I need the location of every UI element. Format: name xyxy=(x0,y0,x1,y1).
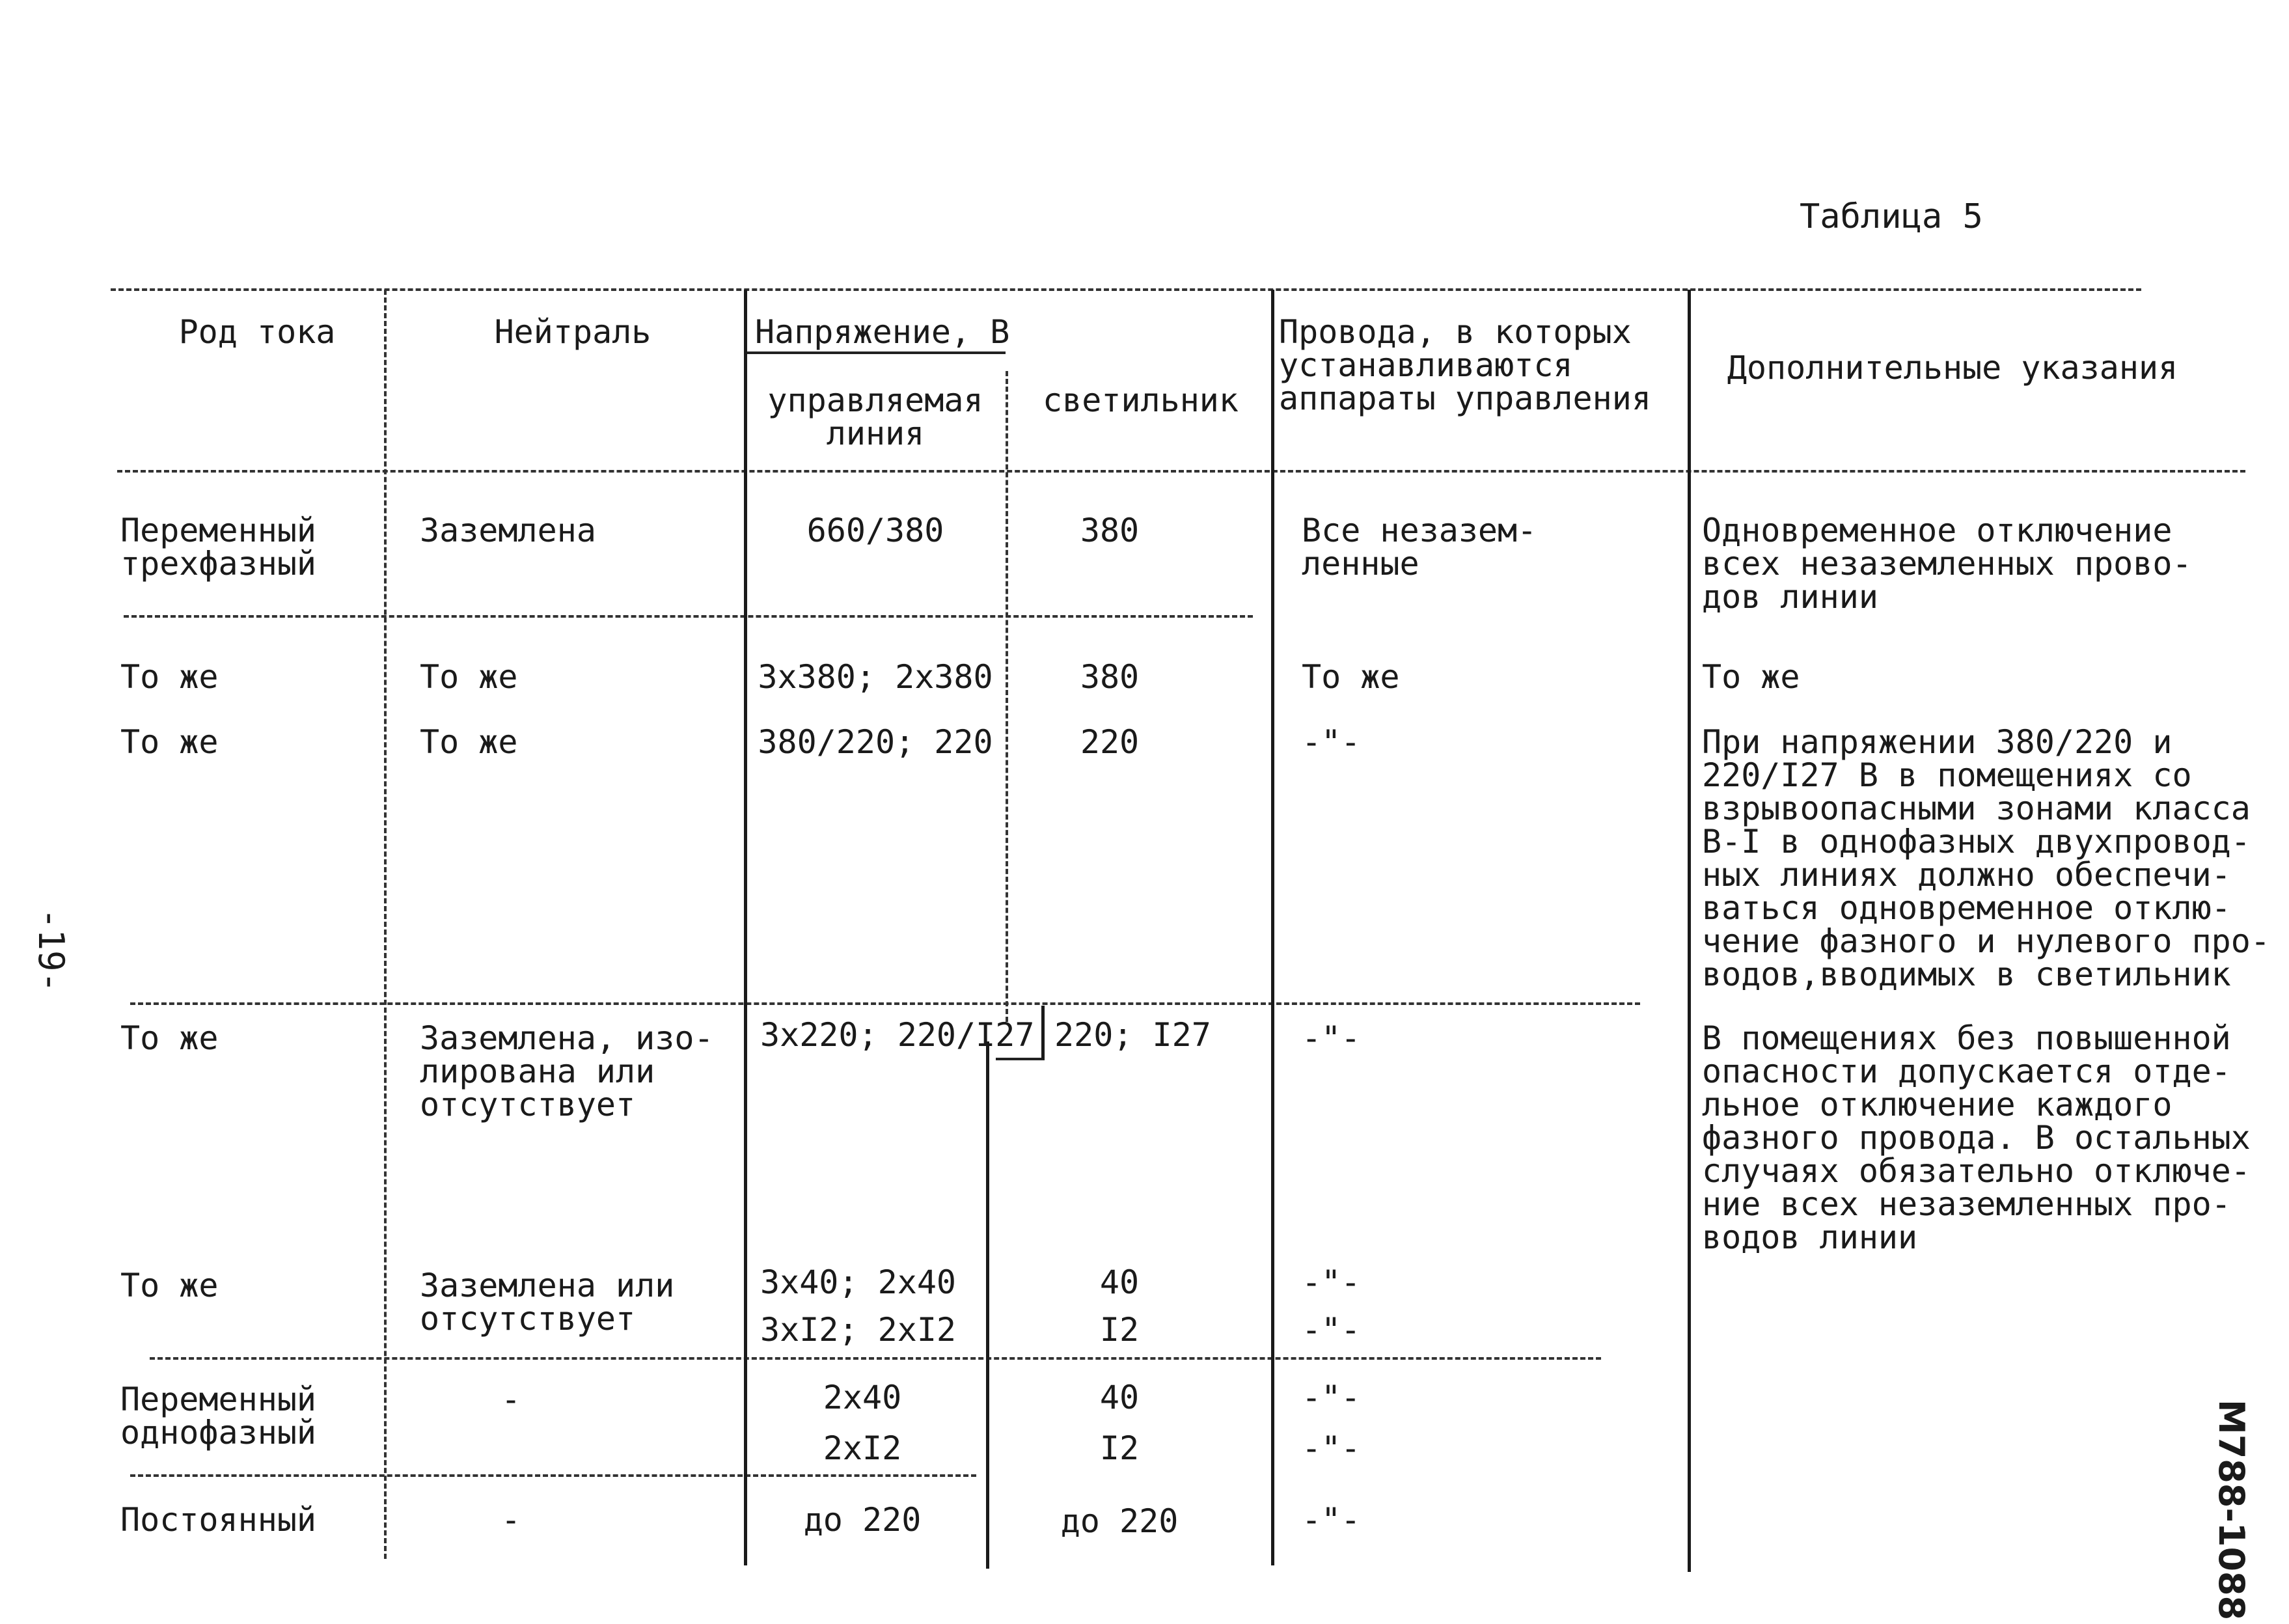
col-rule-3 xyxy=(1006,371,1008,1022)
cell-line-voltage: 2х40 xyxy=(823,1379,902,1416)
cell-notes: Одновременное отключение всех незаземленных прово- дов линии xyxy=(1702,512,2192,616)
cell-lamp-voltage: 40 xyxy=(1099,1263,1140,1301)
cell-wires: -"- xyxy=(1302,723,1361,761)
header-current-type: Род тока xyxy=(178,313,336,351)
cell-notes: При напряжении 380/220 и 220/I27 В в помещениях со взрывоопасными зонами класса В-I в однофазных двухпровод- ных линиях должно обеспечи- ваться одновременное отклю- чение фазного и нулевого про- водов,вводимых в светильник xyxy=(1702,723,2270,993)
cell-neutral: То же xyxy=(420,723,518,761)
cell-box-right xyxy=(1041,1006,1045,1059)
cell-lamp-voltage: до 220 xyxy=(1060,1502,1179,1540)
rule-row7 xyxy=(130,1474,976,1477)
cell-line-voltage: 2хI2 xyxy=(823,1429,902,1467)
page-number: -19- xyxy=(31,908,72,993)
rule-top xyxy=(111,288,2141,291)
cell-wires: -"- xyxy=(1302,1429,1361,1467)
col-rule-4 xyxy=(1271,290,1274,1565)
header-voltage: Напряжение, В xyxy=(755,313,1010,351)
table-caption: Таблица 5 xyxy=(1800,197,1983,236)
header-voltage-lamp: светильник xyxy=(1042,381,1239,419)
rule-row1 xyxy=(124,615,1253,618)
cell-line-voltage: 380/220; 220 xyxy=(758,723,993,761)
rule-voltage-subheader xyxy=(745,351,1006,354)
cell-line-voltage: 3х220; 220/I27 xyxy=(760,1016,1035,1054)
cell-neutral: Заземлена или отсутствует xyxy=(420,1267,675,1338)
rule-row5 xyxy=(150,1357,1601,1360)
cell-wires: -"- xyxy=(1302,1501,1361,1539)
cell-wires: -"- xyxy=(1302,1379,1361,1416)
header-voltage-line: управляемая линия xyxy=(767,381,983,452)
cell-current-type: Переменный трехфазный xyxy=(120,512,317,583)
col-rule-1 xyxy=(384,290,387,1559)
cell-current-type: Постоянный xyxy=(120,1501,317,1539)
cell-box-bottom xyxy=(996,1058,1045,1060)
cell-line-voltage: до 220 xyxy=(803,1501,922,1539)
cell-line-voltage: 660/380 xyxy=(806,512,944,549)
cell-lamp-voltage: I2 xyxy=(1099,1429,1140,1467)
cell-neutral: Заземлена xyxy=(420,512,596,549)
cell-current-type: Переменный однофазный xyxy=(120,1381,317,1452)
cell-line-voltage: 3х380; 2х380 xyxy=(758,658,993,696)
rule-row3 xyxy=(130,1002,1640,1005)
cell-wires: -"- xyxy=(1302,1019,1361,1057)
cell-notes: В помещениях без повышенной опасности допускается отде- льное отключение каждого фазного провода. В остальных случаях обязательно отключе- ние всех незаземленных про- водов линии xyxy=(1702,1019,2251,1256)
rule-header-bottom xyxy=(117,470,2245,473)
col-rule-3b xyxy=(986,1041,989,1569)
cell-current-type: То же xyxy=(120,1019,219,1057)
cell-lamp-voltage: 220 xyxy=(1080,723,1140,761)
cell-current-type: То же xyxy=(120,1267,219,1304)
header-neutral: Нейтраль xyxy=(494,313,651,351)
cell-lamp-voltage: I2 xyxy=(1099,1311,1140,1349)
col-rule-5 xyxy=(1688,290,1691,1572)
col-rule-2 xyxy=(744,290,747,1565)
cell-neutral: - xyxy=(500,1501,521,1539)
cell-wires: Все незазем- ленные xyxy=(1302,512,1537,583)
cell-line-voltage: 3хI2; 2хI2 xyxy=(760,1311,957,1349)
cell-line-voltage: 3х40; 2х40 xyxy=(760,1263,957,1301)
cell-wires: -"- xyxy=(1302,1263,1361,1301)
header-notes: Дополнительные указания xyxy=(1727,349,2178,387)
cell-notes: То же xyxy=(1702,658,1800,696)
cell-wires: То же xyxy=(1302,658,1400,696)
document-code: M788-1088 xyxy=(2211,1399,2252,1621)
cell-lamp-voltage: 380 xyxy=(1080,512,1140,549)
cell-neutral: То же xyxy=(420,658,518,696)
cell-neutral: - xyxy=(500,1381,521,1418)
cell-wires: -"- xyxy=(1302,1311,1361,1349)
cell-current-type: То же xyxy=(120,658,219,696)
cell-lamp-voltage: 220; I27 xyxy=(1054,1016,1211,1054)
cell-current-type: То же xyxy=(120,723,219,761)
cell-lamp-voltage: 380 xyxy=(1080,658,1140,696)
header-wires: Провода, в которых устанавливаются аппараты управления xyxy=(1279,313,1651,417)
cell-neutral: Заземлена, изо- лирована или отсутствует xyxy=(420,1019,714,1123)
cell-lamp-voltage: 40 xyxy=(1099,1379,1140,1416)
